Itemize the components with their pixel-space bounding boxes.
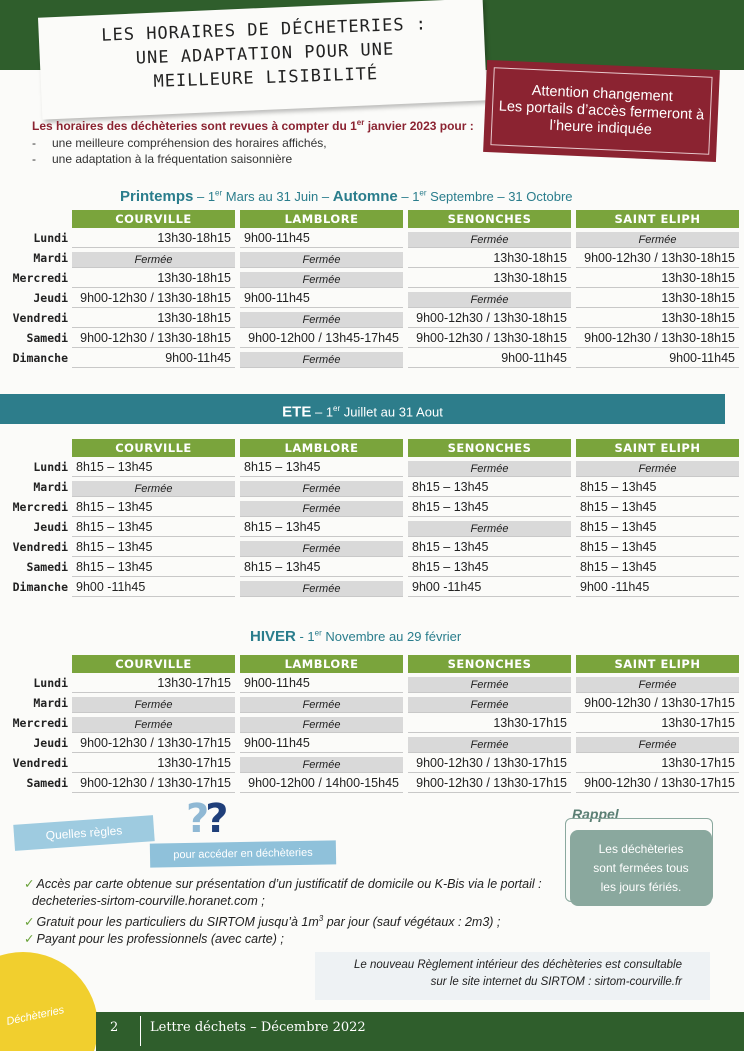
schedule-cell: 9h00-11h45: [72, 349, 235, 368]
rappel-line-3: les jours fériés.: [600, 880, 682, 894]
attention-line-3: l’heure indiquée: [549, 117, 653, 139]
schedule-cell: 9h00-12h30 / 13h30-17h15: [576, 774, 739, 793]
schedule-cell: Fermée: [72, 252, 235, 268]
centre-header: LAMBLORE: [240, 655, 403, 673]
schedule-cell: 9h00-12h00 / 13h45-17h45: [240, 329, 403, 348]
day-label: Mardi: [33, 251, 68, 265]
schedule-cell: 9h00-11h45: [240, 229, 403, 248]
schedule-cell: 9h00 -11h45: [408, 578, 571, 597]
centre-header: SENONCHES: [408, 210, 571, 228]
schedule-cell: 9h00-12h30 / 13h30-17h15: [72, 734, 235, 753]
day-label: Mardi: [33, 480, 68, 494]
schedule-cell: 9h00-11h45: [240, 674, 403, 693]
day-label: Vendredi: [12, 311, 68, 325]
check-icon: ✓: [24, 915, 35, 930]
centre-header: SENONCHES: [408, 655, 571, 673]
rule-item-link[interactable]: decheteries-sirtom-courville.horanet.com ;: [32, 894, 265, 908]
day-label: Vendredi: [12, 756, 68, 770]
schedule-cell: Fermée: [72, 697, 235, 713]
schedule-cell: 9h00-12h30 / 13h30-17h15: [408, 754, 571, 773]
schedule-cell: Fermée: [408, 677, 571, 693]
season-title-hiver: HIVER - 1er Novembre au 29 février: [250, 628, 462, 645]
schedule-cell: Fermée: [72, 717, 235, 733]
centre-header: COURVILLE: [72, 210, 235, 228]
footer-text: Lettre déchets – Décembre 2022: [150, 1020, 366, 1035]
schedule-cell: 13h30-18h15: [72, 269, 235, 288]
schedule-cell: 8h15 – 13h45: [240, 458, 403, 477]
schedule-cell: 13h30-17h15: [408, 714, 571, 733]
title-line-3: MEILLEURE LISIBILITÉ: [153, 64, 379, 92]
schedule-cell: 9h00-12h30 / 13h30-17h15: [408, 774, 571, 793]
schedule-cell: 9h00 -11h45: [576, 578, 739, 597]
schedule-cell: 9h00-12h30 / 13h30-17h15: [72, 774, 235, 793]
intro-list: [32, 135, 482, 167]
schedule-cell: Fermée: [72, 481, 235, 497]
schedule-cell: Fermée: [408, 737, 571, 753]
schedule-cell: 9h00-11h45: [576, 349, 739, 368]
schedule-cell: Fermée: [408, 697, 571, 713]
season-title-ete: ETE – 1er Juillet au 31 Aout: [0, 394, 725, 424]
schedule-cell: Fermée: [408, 461, 571, 477]
schedule-cell: 8h15 – 13h45: [408, 558, 571, 577]
schedule-cell: Fermée: [240, 312, 403, 328]
schedule-cell: 13h30-18h15: [576, 289, 739, 308]
centre-header: LAMBLORE: [240, 210, 403, 228]
schedule-cell: 9h00-12h30 / 13h30-17h15: [576, 694, 739, 713]
day-label: Lundi: [33, 676, 68, 690]
schedule-cell: 13h30-18h15: [72, 309, 235, 328]
day-label: Mercredi: [12, 500, 68, 514]
rule-item: ✓ Gratuit pour les particuliers du SIRTOM jusqu’à $1m^3$ par jour (sauf végétaux : 2m3) ;: [24, 914, 501, 930]
centre-header: COURVILLE: [72, 439, 235, 457]
schedule-cell: Fermée: [576, 737, 739, 753]
schedule-cell: Fermée: [240, 541, 403, 557]
centre-header: LAMBLORE: [240, 439, 403, 457]
schedule-cell: Fermée: [240, 272, 403, 288]
attention-line-1: Attention changement: [531, 82, 674, 106]
check-icon: ✓: [24, 932, 35, 947]
schedule-cell: 9h00-12h30 / 13h30-18h15: [408, 329, 571, 348]
season-title-printemps: Printemps – 1er Mars au 31 Juin – Automne – 1er Septembre – 31 Octobre: [120, 188, 573, 205]
schedule-cell: Fermée: [240, 697, 403, 713]
rules-list: [24, 876, 564, 948]
day-label: Mercredi: [12, 271, 68, 285]
schedule-cell: 8h15 – 13h45: [576, 518, 739, 537]
schedule-cell: 8h15 – 13h45: [72, 558, 235, 577]
attention-box: [483, 60, 720, 162]
schedule-cell: 8h15 – 13h45: [408, 478, 571, 497]
notice-line-1: Le nouveau Règlement intérieur des déchèteries est consultable: [354, 959, 682, 971]
rappel-title: Rappel: [572, 806, 619, 822]
schedule-cell: 13h30-17h15: [72, 754, 235, 773]
schedule-cell: Fermée: [240, 717, 403, 733]
intro-item: - une adaptation à la fréquentation saisonnière: [32, 151, 482, 167]
day-label: Lundi: [33, 231, 68, 245]
centre-header: SAINT ELIPH: [576, 439, 739, 457]
day-label: Lundi: [33, 460, 68, 474]
schedule-cell: 9h00-12h30 / 13h30-18h15: [408, 309, 571, 328]
rules-bubble-sub: pour accéder en déchèteries: [150, 840, 336, 867]
day-label: Mardi: [33, 696, 68, 710]
schedule-cell: 13h30-18h15: [576, 269, 739, 288]
rappel-box: [570, 830, 712, 906]
schedule-cell: 9h00-12h30 / 13h30-18h15: [72, 289, 235, 308]
schedule-cell: 9h00-11h45: [408, 349, 571, 368]
schedule-cell: 9h00-11h45: [240, 289, 403, 308]
schedule-cell: Fermée: [408, 292, 571, 308]
schedule-cell: Fermée: [240, 252, 403, 268]
notice-box: [315, 952, 710, 1000]
schedule-cell: 8h15 – 13h45: [240, 518, 403, 537]
intro-item: - une meilleure compréhension des horaires affichés,: [32, 135, 482, 151]
schedule-cell: 8h15 – 13h45: [72, 518, 235, 537]
schedule-cell: Fermée: [240, 352, 403, 368]
schedule-cell: 8h15 – 13h45: [576, 538, 739, 557]
intro: [32, 118, 482, 167]
schedule-cell: Fermée: [240, 481, 403, 497]
schedule-cell: 9h00-12h30 / 13h30-18h15: [576, 249, 739, 268]
schedule-cell: 13h30-17h15: [72, 674, 235, 693]
rule-item: ✓ Payant pour les professionnels (avec carte) ;: [24, 932, 284, 947]
title-line-2: UNE ADAPTATION POUR UNE: [135, 39, 395, 69]
schedule-cell: 13h30-17h15: [576, 714, 739, 733]
footer-page-number: 2: [110, 1020, 119, 1035]
schedule-cell: 13h30-17h15: [576, 754, 739, 773]
schedule-cell: 8h15 – 13h45: [576, 498, 739, 517]
schedule-cell: 13h30-18h15: [408, 249, 571, 268]
schedule-cell: Fermée: [408, 232, 571, 248]
centre-header: COURVILLE: [72, 655, 235, 673]
schedule-cell: 9h00-12h00 / 14h00-15h45: [240, 774, 403, 793]
rappel-line-2: sont fermées tous: [593, 861, 689, 875]
rules-bubble: Quelles règles: [13, 815, 154, 851]
schedule-cell: 9h00-12h30 / 13h30-18h15: [576, 329, 739, 348]
centre-header: SENONCHES: [408, 439, 571, 457]
schedule-cell: 8h15 – 13h45: [240, 558, 403, 577]
yellow-circle: [0, 952, 98, 1051]
day-label: Samedi: [26, 331, 68, 345]
schedule-cell: Fermée: [576, 232, 739, 248]
intro-heading: Les horaires des déchèteries sont revues à compter du 1er janvier 2023 pour :: [32, 118, 474, 133]
centre-header: SAINT ELIPH: [576, 655, 739, 673]
day-label: Dimanche: [12, 580, 68, 594]
day-label: Jeudi: [33, 736, 68, 750]
rule-item: ✓ Accès par carte obtenue sur présentation d’un justificatif de domicile ou K-Bis via le portail :: [24, 877, 542, 891]
schedule-cell: 8h15 – 13h45: [576, 478, 739, 497]
schedule-cell: 8h15 – 13h45: [576, 558, 739, 577]
rappel-line-1: Les déchèteries: [598, 842, 684, 856]
schedule-cell: 8h15 – 13h45: [72, 498, 235, 517]
footer-corner-label: Déchèteries: [5, 1004, 66, 1028]
check-icon: ✓: [24, 877, 35, 891]
schedule-cell: Fermée: [240, 501, 403, 517]
schedule-cell: 9h00-12h30 / 13h30-18h15: [72, 329, 235, 348]
day-label: Samedi: [26, 776, 68, 790]
title-line-1: LES HORAIRES DE DÉCHETERIES :: [101, 14, 428, 46]
day-label: Vendredi: [12, 540, 68, 554]
schedule-cell: 13h30-18h15: [408, 269, 571, 288]
schedule-cell: Fermée: [240, 757, 403, 773]
schedule-cell: 8h15 – 13h45: [408, 538, 571, 557]
schedule-cell: 9h00-11h45: [240, 734, 403, 753]
page-title: [59, 11, 471, 97]
schedule-cell: 8h15 – 13h45: [408, 498, 571, 517]
footer-separator: [140, 1016, 141, 1046]
schedule-cell: Fermée: [576, 461, 739, 477]
day-label: Jeudi: [33, 291, 68, 305]
schedule-cell: 8h15 – 13h45: [72, 538, 235, 557]
schedule-cell: Fermée: [408, 521, 571, 537]
day-label: Mercredi: [12, 716, 68, 730]
schedule-cell: Fermée: [576, 677, 739, 693]
centre-header: SAINT ELIPH: [576, 210, 739, 228]
schedule-cell: 13h30-18h15: [72, 229, 235, 248]
day-label: Samedi: [26, 560, 68, 574]
schedule-cell: Fermée: [240, 581, 403, 597]
schedule-cell: 9h00 -11h45: [72, 578, 235, 597]
day-label: Dimanche: [12, 351, 68, 365]
attention-line-2: Les portails d’accès fermeront à: [498, 98, 705, 124]
day-label: Jeudi: [33, 520, 68, 534]
question-marks-icon: ??: [186, 796, 225, 842]
notice-line-2: sur le site internet du SIRTOM : sirtom-courville.fr: [430, 976, 682, 988]
schedule-cell: 13h30-18h15: [576, 309, 739, 328]
schedule-cell: 8h15 – 13h45: [72, 458, 235, 477]
